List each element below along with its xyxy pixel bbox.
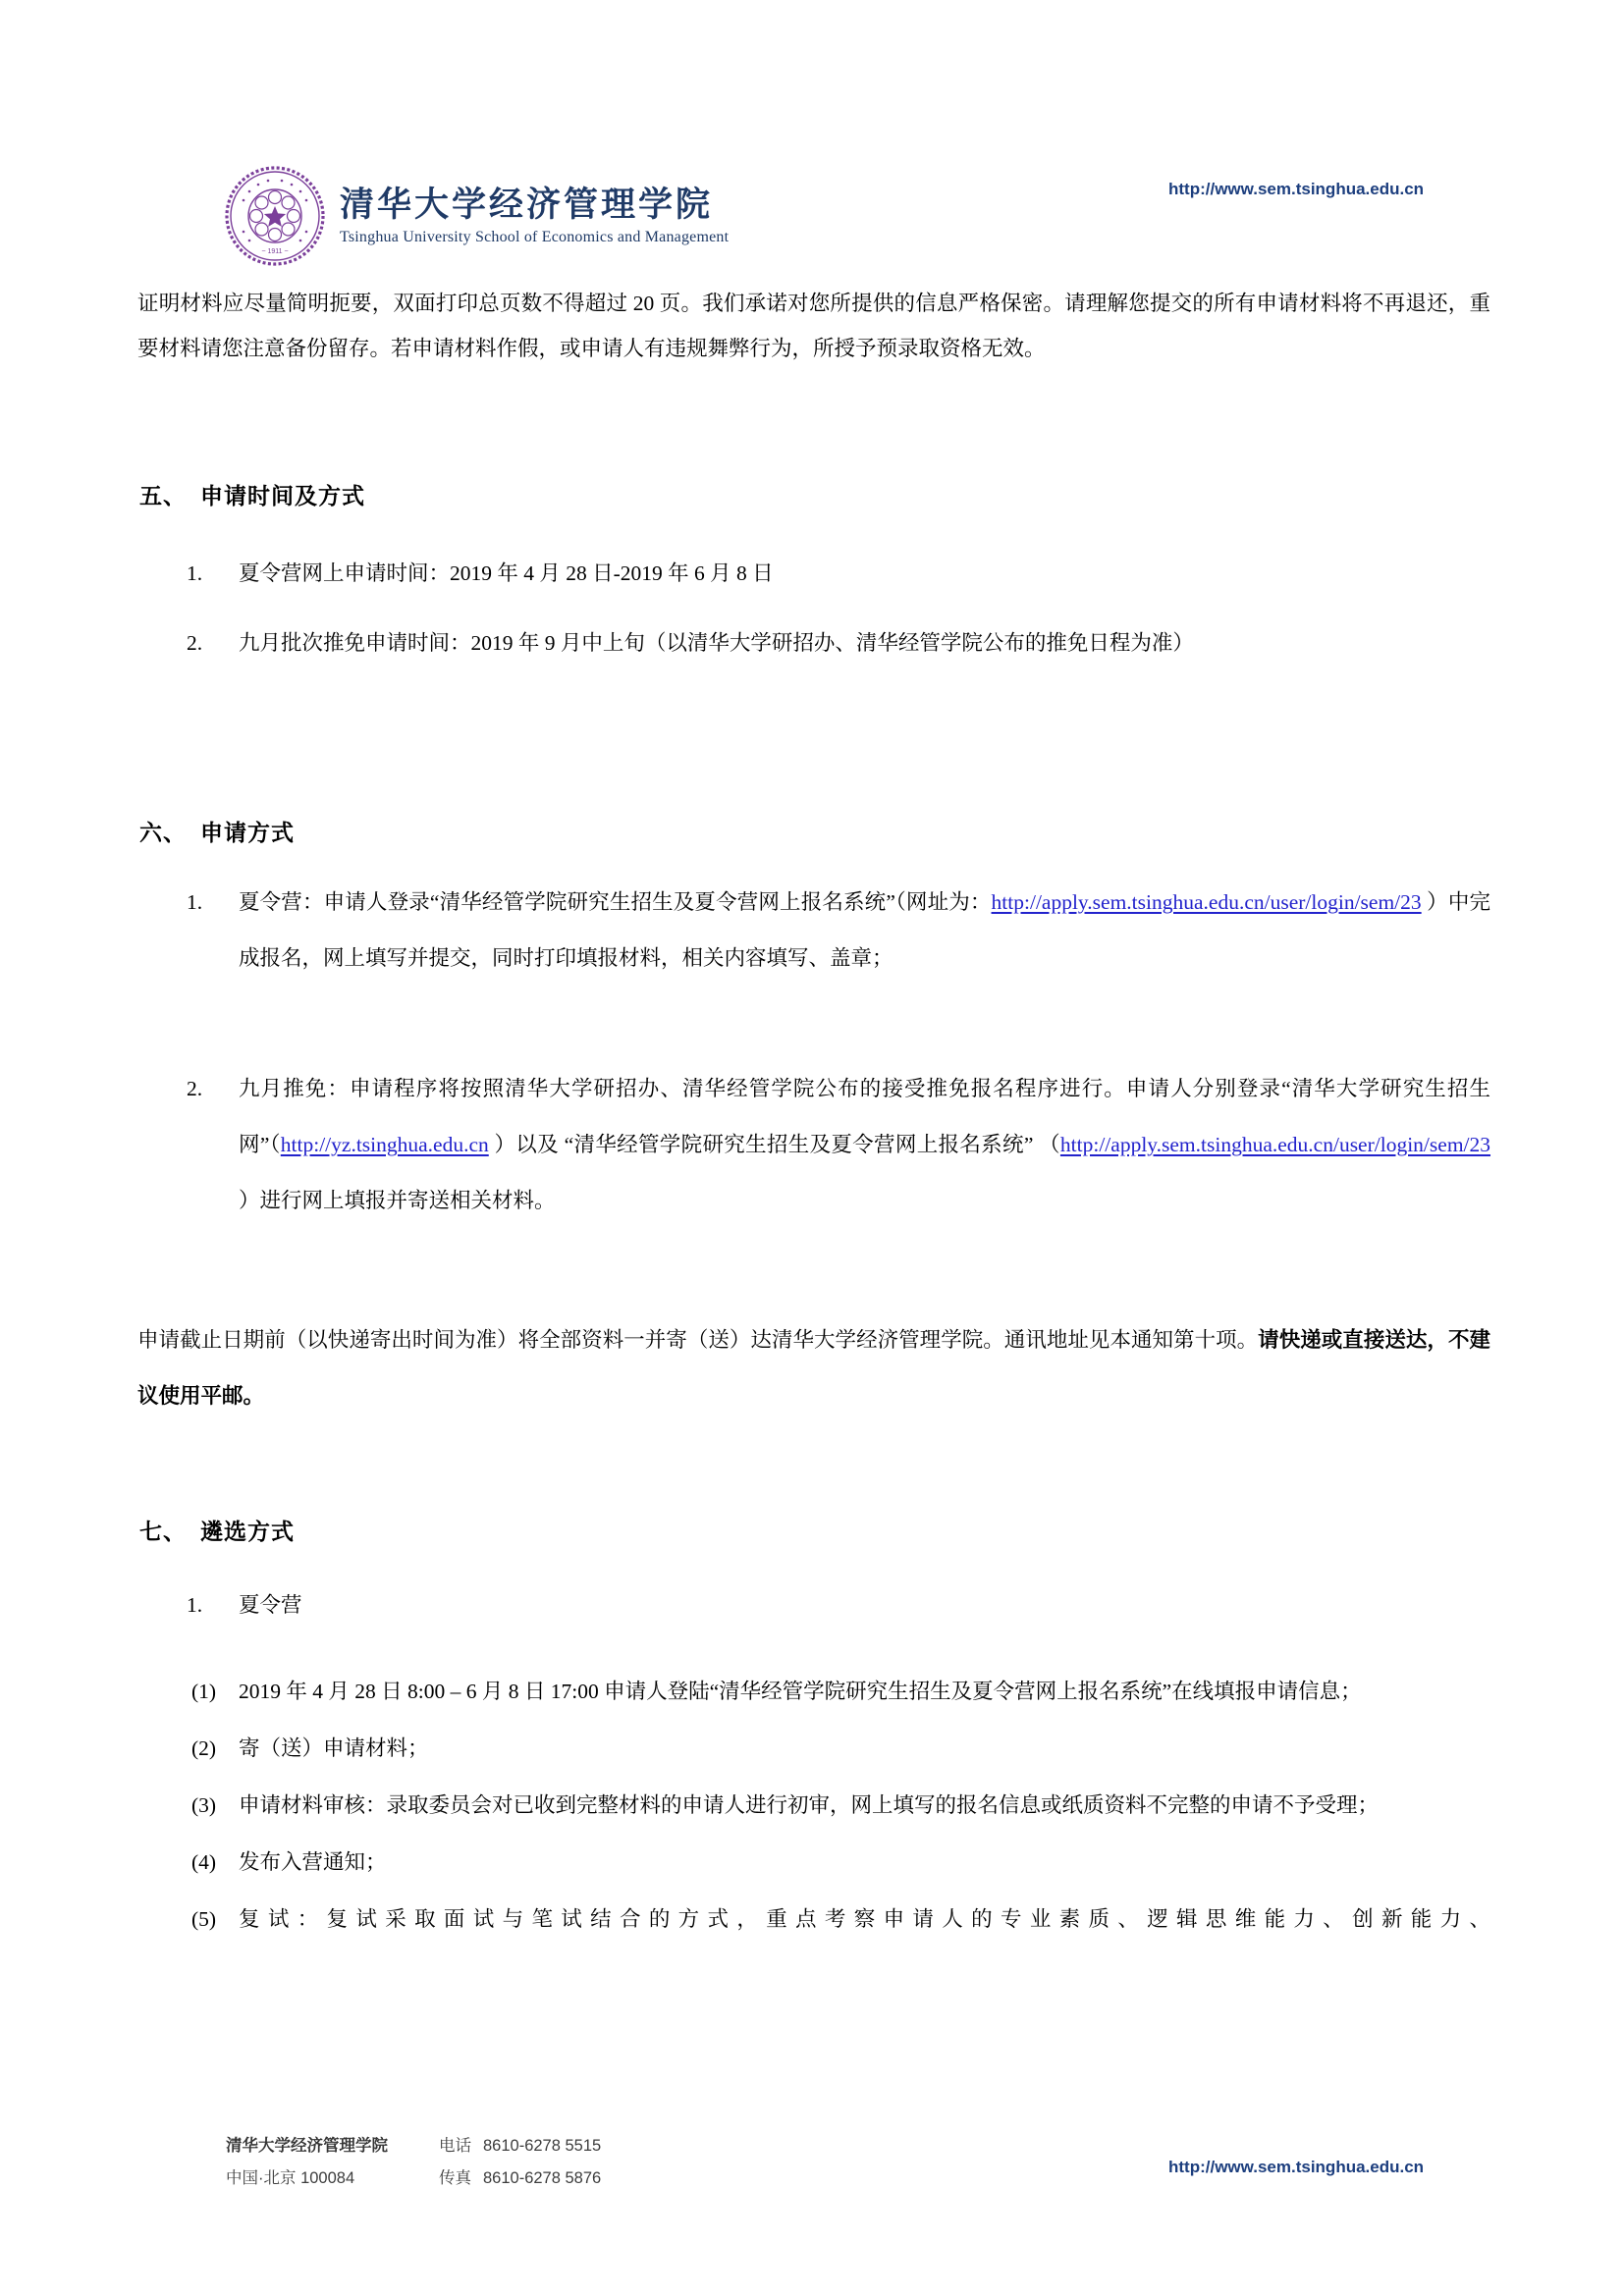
step-number: (1) — [191, 1680, 217, 1703]
school-name-en: Tsinghua University School of Economics and Management — [340, 228, 730, 245]
list-item-text: 夏令营 — [239, 1593, 302, 1617]
list-item-text: 九月批次推免申请时间：2019 年 9 月中上旬（以清华大学研招办、清华经管学院公布的推免日程为准） — [239, 631, 1194, 655]
section-heading-5 — [139, 478, 365, 510]
apply-system-link[interactable]: http://apply.sem.tsinghua.edu.cn/user/login/sem/23 — [991, 890, 1422, 914]
text-run: ）中完成报名，网上填写并提交，同时打印填报材料，相关内容填写、盖章； — [239, 890, 1490, 970]
section-6-item-1 — [137, 875, 1490, 987]
list-number: 2. — [187, 631, 203, 655]
footer-org-name: 清华大学经济管理学院 — [226, 2137, 388, 2155]
section-7-subitem — [137, 1577, 1490, 1633]
svg-text:~ 1911 ~: ~ 1911 ~ — [261, 248, 289, 255]
step-text: 发布入营通知； — [239, 1850, 387, 1874]
step-text: 寄（送）申请材料； — [239, 1736, 429, 1760]
step-row — [137, 1777, 1490, 1834]
step-row — [137, 1663, 1490, 1720]
footer-address-block — [226, 2130, 439, 2195]
section-6-number: 六、 — [139, 820, 187, 845]
header-school-names — [340, 186, 729, 245]
bold-delivery-note: 请快递或直接送达，不建议使用平邮。 — [137, 1328, 1490, 1408]
text-run: ）进行网上填报并寄送相关材料。 — [239, 1189, 556, 1212]
list-number: 1. — [187, 1593, 203, 1617]
list-item-text — [239, 1061, 1490, 1229]
section-heading-7 — [139, 1514, 295, 1546]
yz-tsinghua-link[interactable]: http://yz.tsinghua.edu.cn — [280, 1133, 489, 1156]
list-item-text — [239, 875, 1490, 987]
text-run: 九月推免：申请程序将按照清华大学研招办、清华经管学院公布的接受推免报名程序进行。申请人分别登录“清华大学研究生招生网”（ — [239, 1077, 1490, 1156]
section-5-number: 五、 — [139, 483, 187, 508]
step-text: 复试：复试采取面试与笔试结合的方式，重点考察申请人的专业素质、逻辑思维能力、创新能力、 — [239, 1907, 1490, 1931]
step-row — [137, 1720, 1490, 1777]
section-6-item-2 — [137, 1061, 1490, 1229]
footer-fax-number: 8610-6278 5876 — [483, 2169, 602, 2187]
intro-paragraph: 证明材料应尽量简明扼要，双面打印总页数不得超过 20 页。我们承诺对您所提供的信息严格保密。请理解您提交的所有申请材料将不再退还，重要材料请您注意备份留存。若申请材料作假，或申请人有违规舞弊行为，所授予预录取资格无效。 — [137, 292, 1490, 360]
step-number: (3) — [191, 1793, 217, 1817]
section-5-item-1 — [137, 546, 1490, 602]
step-row — [137, 1891, 1490, 1948]
section-7-title: 遴选方式 — [200, 1519, 295, 1544]
list-number: 1. — [187, 890, 203, 914]
school-name-cn: 清华大学经济管理学院 — [340, 186, 714, 225]
header-website-url: http://www.sem.tsinghua.edu.cn — [1168, 180, 1425, 198]
tsinghua-seal-icon — [224, 165, 326, 267]
section-5-title: 申请时间及方式 — [200, 483, 365, 508]
step-text: 2019 年 4 月 28 日 8:00 – 6 月 8 日 17:00 申请人登陆“清华经管学院研究生招生及夏令营网上报名系统”在线填报申请信息； — [239, 1680, 1362, 1703]
section-6-title: 申请方式 — [200, 820, 295, 845]
step-number: (4) — [191, 1850, 217, 1874]
text-run: 夏令营：申请人登录“清华经管学院研究生招生及夏令营网上报名系统”（网址为： — [239, 890, 992, 914]
list-item-text: 夏令营网上申请时间：2019 年 4 月 28 日-2019 年 6 月 8 日 — [239, 561, 774, 585]
step-text: 申请材料审核：录取委员会对已收到完整材料的申请人进行初审，网上填写的报名信息或纸质资料不完整的申请不予受理； — [239, 1793, 1380, 1817]
list-number: 2. — [187, 1077, 203, 1100]
footer-contact-block — [439, 2130, 601, 2195]
section-7-number: 七、 — [139, 1519, 187, 1544]
list-number: 1. — [187, 561, 203, 585]
section-5-item-2 — [137, 615, 1490, 671]
apply-system-link[interactable]: http://apply.sem.tsinghua.edu.cn/user/login/sem/23 — [1059, 1133, 1491, 1156]
section-heading-6 — [139, 815, 295, 847]
step-row — [137, 1834, 1490, 1891]
step-number: (5) — [191, 1907, 217, 1931]
text-run: 申请截止日期前（以快递寄出时间为准）将全部资料一并寄（送）达清华大学经济管理学院。通讯地址见本通知第十项。 — [137, 1328, 1259, 1352]
footer-tel-label: 电话 — [439, 2137, 471, 2155]
step-number: (2) — [191, 1736, 217, 1760]
footer-fax-label: 传真 — [439, 2169, 471, 2187]
text-run: ）以及 “清华经管学院研究生招生及夏令营网上报名系统” （ — [488, 1133, 1060, 1156]
mailing-instructions-paragraph — [137, 1312, 1490, 1424]
footer-website-url: http://www.sem.tsinghua.edu.cn — [1168, 2158, 1425, 2176]
footer-address: 中国·北京 100084 — [226, 2169, 355, 2187]
header — [224, 165, 729, 267]
section-7-steps-list — [137, 1663, 1490, 1948]
footer — [226, 2130, 601, 2195]
footer-tel-number: 8610-6278 5515 — [483, 2137, 602, 2155]
tsinghua-seal-logo — [224, 165, 326, 267]
